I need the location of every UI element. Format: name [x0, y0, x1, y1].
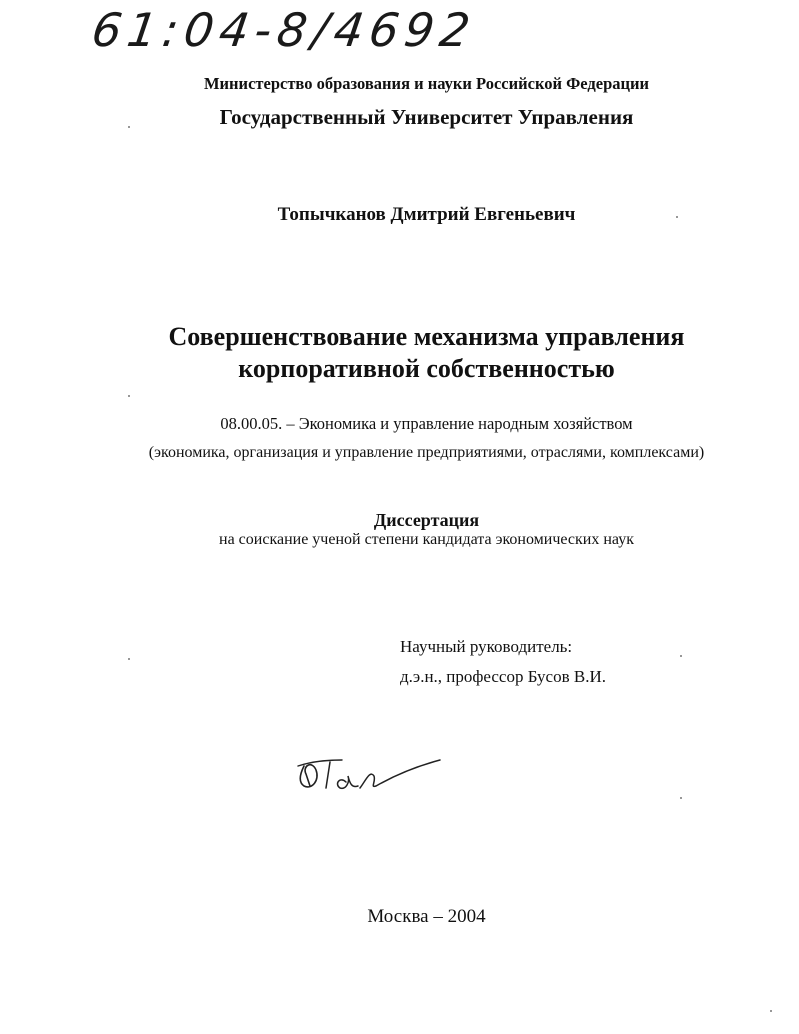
signature-icon — [290, 740, 450, 800]
archive-code-text: 61:04-8/4692 — [88, 3, 480, 57]
scan-speck — [680, 655, 682, 657]
author-name: Топычканов Дмитрий Евгеньевич — [277, 204, 576, 225]
thesis-title-line-2: корпоративной собственностью — [238, 354, 615, 383]
city-and-year: Москва – 2004 — [367, 906, 486, 927]
specialty-code: 08.00.05. – Экономика и управление народным хозяйством — [220, 414, 633, 433]
degree-description: на соискание ученой степени кандидата экономических наук — [219, 531, 634, 548]
scan-speck — [128, 126, 130, 128]
scan-speck — [770, 1010, 772, 1012]
supervisor-name: д.э.н., профессор Бусов В.И. — [400, 667, 606, 686]
thesis-title-line-1: Совершенствование механизма управления — [168, 322, 685, 351]
archive-code-stamp — [88, 3, 496, 60]
specialty-description: (экономика, организация и управление предприятиями, отраслями, комплексами) — [148, 444, 705, 461]
scan-speck — [128, 395, 130, 397]
scan-speck — [680, 797, 682, 799]
scan-speck — [128, 658, 130, 660]
university-name: Государственный Университет Управления — [219, 105, 634, 129]
ministry-name: Министерство образования и науки Российской Федерации — [203, 74, 650, 93]
document-type: Диссертация — [373, 510, 480, 530]
scan-speck — [676, 216, 678, 218]
supervisor-label: Научный руководитель: — [400, 637, 573, 656]
